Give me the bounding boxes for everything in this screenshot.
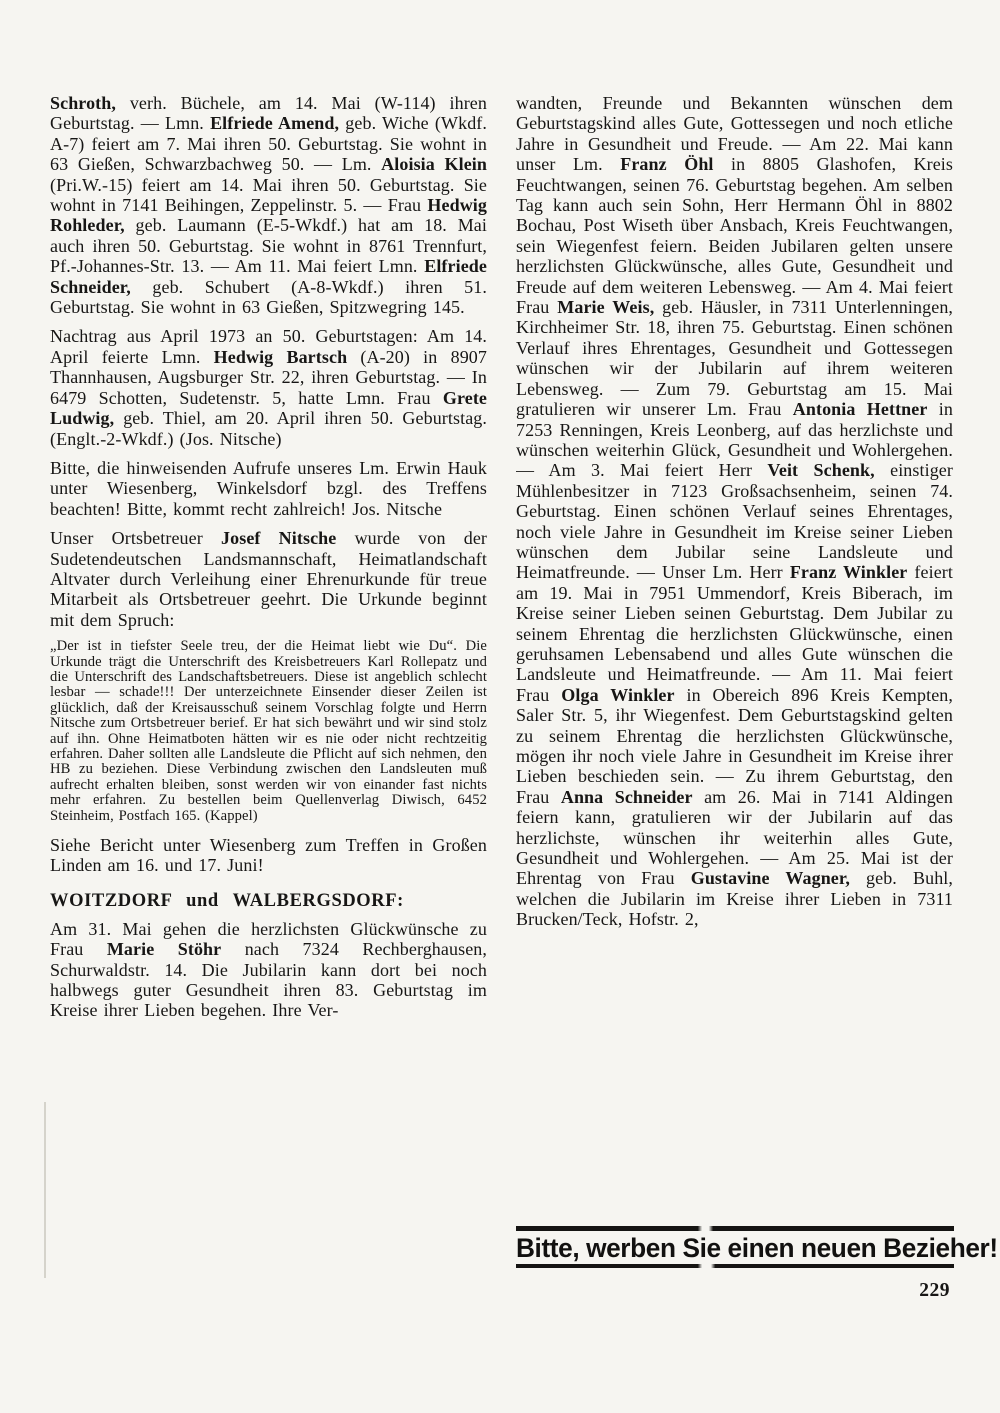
left-column [50, 93, 487, 1283]
banner-text: Bitte, werben Sie einen neuen Bezieher! [516, 1232, 998, 1263]
heading-woitzdorf-walbergsdorf: WOITZDORF und WALBERGSDORF: [50, 890, 404, 911]
para-schroth-birthdays: Schroth, verh. Büchele, am 14. Mai (W-114) ihren Geburtstag. — Lmn. Elfriede Amend, geb. Wiche (Wkdf. A-7) feiert am 7. Mai ihren 50. Geburtstag. Sie wohnt in 63 Gießen, Schwarzbachweg 50. — Lm. Aloisia Klein (Pri.W.-15) feiert am 14. Mai ihren 50. Geburtstag. Sie wohnt in 7141 Beihingen, Zeppelinstr. 5. — Frau Hedwig Rohleder, geb. Laumann (E-5-Wkdf.) hat am 18. Mai auch ihren 50. Geburtstag. Sie wohnt in 8761 Trennfurt, Pf.-Johannes-Str. 13. — Am 11. Mai feiert Lmn. Elfriede Schneider, geb. Schubert (A-8-Wkdf.) ihren 51. Geburtstag. Sie wohnt in 63 Gießen, Spitzwegring 145. [50, 93, 487, 318]
para-birthdays-continued: wandten, Freunde und Bekannten wünschen dem Geburtstagskind alles Gute, Gottessegen und noch etliche Jahre in Gesundheit und Freude. — Am 22. Mai kann unser Lm. Franz Öhl in 8805 Glashofen, Kreis Feuchtwangen, seinen 76. Geburtstag begehen. Am selben Tag kann auch sein Sohn, Herr Hermann Öhl in 8802 Bochau, Post Wiseth über Ansbach, Kreis Feuchtwangen, sein Wiegenfest feiern. Beiden Jubilaren gelten unsere herzlichsten Glückwünsche, alles Gute, Gesundheit und Freude auf dem weiteren Lebensweg. — Am 4. Mai feiert Frau Marie Weis, geb. Häusler, in 7311 Unterlenningen, Kirchheimer Str. 18, ihren 75. Geburtstag. Einen schönen Verlauf ihres Ehrentages, Gesundheit und Gottessegen wünschen wir der Jubilarin auf ihrem weiteren Lebensweg. — Zum 79. Geburtstag am 15. Mai gratulieren wir unserer Lm. Frau Antonia Hettner in 7253 Renningen, Kreis Leonberg, auf das herzlichste und wünschen weiterhin Glück, Gesundheit und Wohlergehen. — Am 3. Mai feiert Herr Veit Schenk, einstiger Mühlenbesitzer in 7123 Großsachsenheim, seinen 74. Geburtstag. Einen schönen Verlauf seines Ehrentages, noch viele Jahre in Gesundheit im Kreise seiner Lieben wünschen dem Jubilar seine Landsleute und Heimatfreunde. — Unser Lm. Herr Franz Winkler feiert am 19. Mai in 7951 Ummendorf, Kreis Biberach, im Kreise seiner Lieben seinen Geburtstag. Dem Jubilar zu seinem Ehrentag die herzlichsten Glückwünsche, einen geruhsamen Lebensabend und alles Gute wünschen die Landsleute und Heimatfreunde. — Am 11. Mai feiert Frau Olga Winkler in Obereich 896 Kreis Kempten, Saler Str. 5, ihr Wiegenfest. Dem Geburtstagskind gelten zu seinem Ehrentag die herzlichsten Glückwünsche, mögen ihr noch viele Jahre in Gesundheit im Kreise ihrer Lieben beschieden sein. — Zu ihrem Geburtstag, den Frau Anna Schneider am 26. Mai in 7141 Aldingen feiern kann, gratulieren wir der Jubilarin auf das herzlichste, wünschen ihr weiterhin alles Gute, Gesundheit und Wohlergehen. — Am 25. Mai ist der Ehrentag von Frau Gustavine Wagner, geb. Buhl, welchen die Jubilarin im Kreise ihrer Lieben in 7311 Brucken/Teck, Hofstr. 2, [516, 93, 953, 930]
para-ortsbetreuer-nitsche: Unser Ortsbetreuer Josef Nitsche wurde von der Sudetendeutschen Landsmannschaft, Heimatlandschaft Altvater durch Verleihung einer Ehrenurkunde für treue Mitarbeit als Ortsbetreuer geehrt. Die Urkunde beginnt mit dem Spruch: [50, 528, 487, 630]
para-siehe-bericht: Siehe Bericht unter Wiesenberg zum Treffen in Großen Linden am 16. und 17. Juni! [50, 835, 487, 876]
para-urkunde-smallprint: „Der ist in tiefster Seele treu, der die Heimat liebt wie Du“. Die Urkunde trägt die Unterschrift des Kreisbetreuers Karl Rollepatz und die Unterschrift des Landschaftsbetreuers. Diese ist angeblich schlecht lesbar — schade!!! Der unterzeichnete Einsender dieser Zeilen ist glücklich, daß der Kreisausschuß seinem Vorschlag folgte und Herrn Nitsche zum Ortsbetreuer berief. Er hat sich bewährt und wir sind stolz auf ihn. Ohne Heimatboten hätten wir es nie oder nicht rechtzeitig erfahren. Daher sollten alle Landsleute die Pflicht auf sich nehmen, den HB zu beziehen. Diese Verbindung zwischen den Landsleuten muß aufrecht erhalten bleiben, sonst werden wir von einander fast nichts mehr erfahren. Zu bestellen beim Quellenverlag Diwisch, 6452 Steinheim, Postfach 165. (Kappel) [50, 638, 487, 824]
banner-bottom-rule [516, 1264, 954, 1268]
right-column [516, 93, 953, 1223]
para-aufruf-treffen: Bitte, die hinweisenden Aufrufe unseres Lm. Erwin Hauk unter Wiesenberg, Winkelsdorf bzgl. des Treffens beachten! Bitte, kommt recht zahlreich! Jos. Nitsche [50, 457, 487, 519]
para-nachtrag-april: Nachtrag aus April 1973 an 50. Geburtstagen: Am 14. April feierte Lmn. Hedwig Bartsch (A-20) in 8907 Thannhausen, Augsburger Str. 22, ihren Geburtstag. — In 6479 Schotten, Sudetenstr. 5, hatte Lmn. Frau Grete Ludwig, geb. Thiel, am 20. April ihren 50. Geburtstag. (Englt.-2-Wkdf.) (Jos. Nitsche) [50, 326, 487, 449]
subscription-banner [516, 1226, 998, 1268]
para-marie-stoehr: Am 31. Mai gehen die herzlichsten Glückwünsche zu Frau Marie Stöhr nach 7324 Rechberghausen, Schurwaldstr. 14. Die Jubilarin kann dort bei noch halbwegs guter Gesundheit ihren 83. Geburtstag im Kreise ihrer Lieben begehen. Ihre Ver- [50, 918, 487, 1021]
page-number: 229 [919, 1280, 950, 1301]
scan-artifact-line [44, 1102, 46, 1278]
